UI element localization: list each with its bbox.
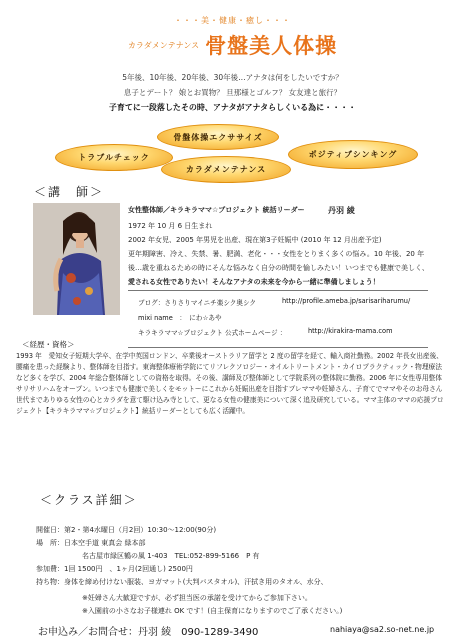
pill-pelvic-exercise: 骨盤体操エクササイズ	[157, 124, 279, 150]
class-heading: ＜クラス詳細＞	[40, 493, 138, 507]
instructor-desc-3: 愛される女性でありたい！そんなアナタの未来を今から一緒に準備しましょう！	[128, 278, 380, 286]
instructor-desc-2: 後…歳を重ねるための時にそんな悩みなく自分の時間を愉しみたい！いつまでも健康で美しく、	[128, 264, 429, 272]
history-heading: ＜経歴・資格＞	[22, 340, 75, 349]
blog-label: ブログ：さりさりマイニチ楽シク奥シク	[138, 299, 257, 307]
class-place-1: 場 所：日本空手道 東真会 緑本部	[36, 539, 146, 547]
class-date: 開催日：第2・第4水曜日（月2回）10:30～12:00(90分)	[36, 526, 217, 534]
history-text: 1993 年 愛知女子短期大学卒、在学中英国ロンドン、卒業後オーストラリア留学と 2 度の留学を経て、輸入商社勤務。2002 年長女出産後、腰痛を患った経験より、整体師を目指す。東海整体療術学院にてリフレクソロジー・オイルトリートメント・カイロプラクティック・物理療法など多くを学び、2004 年総合整体師としての資格を取得。その後、講師及び整体師として学院系列の整体院に勤務。2006 年に女性専用整体サリサリハムをオープン。いつまでも健康で美しくをモットーにこれから妊娠出産を目指すプレママや妊婦さん、子育てでママやそのお母さん世代までありゆる女性の心とカラダを意て駆け込み寺として、更なる女性の健康美について深く追及研究している。ママ主体のママの応援プロジェクト【キラキラママ☆プロジェクト】統括リーダーとしても広く活躍中。	[16, 352, 444, 415]
tagline: ・・・美・健康・癒し・・・	[174, 16, 291, 25]
instructor-photo	[33, 203, 120, 315]
contact-line: お申込み／お問合せ：丹羽 綾 090-1289-3490	[38, 627, 259, 638]
instructor-name: 丹羽 綾	[328, 206, 355, 215]
mixi-name: mixi name ： にわ☆あや	[138, 314, 222, 322]
pill-trouble-check: トラブルチェック	[55, 144, 173, 171]
pill-body-maintenance: カラダメンテナンス	[161, 156, 291, 183]
instructor-children: 2002 年女児、2005 年男児を出産、現在第3子妊娠中 (2010 年 12 月出産予定)	[128, 236, 382, 244]
instructor-portrait-image	[33, 203, 120, 315]
class-items: 持ち物：身体を締め付けない服装、ヨガマット(大判バスタオル)、汗拭き用のタオル、水分、	[36, 578, 328, 586]
class-note-2: ※入園前の小さなお子様連れ OK です！(自主保育になりますのでご了承ください。)	[82, 607, 343, 615]
instructor-heading: ＜講 師＞	[34, 185, 105, 199]
official-site-link[interactable]: http://kirakira-mama.com	[308, 327, 393, 335]
instructor-role: 女性整体師／キラキラママ☆プロジェクト 統括リーダー	[128, 206, 305, 214]
class-fee: 参加費：1回 1500円 、1ヶ月(2回通し) 2500円	[36, 565, 193, 573]
page-title	[0, 30, 465, 60]
intro-line-3: 子育てに一段落したその時、アナタがアナタらしくいる為に・・・・	[108, 103, 357, 112]
contact-email[interactable]: nahiaya@sa2.so-net.ne.jp	[330, 625, 435, 634]
intro-line-2: 息子とデート？ 娘とお買物？ 旦那様とゴルフ？ 女友達と旅行？	[123, 88, 342, 97]
blog-link[interactable]: http://profile.ameba.jp/sarisariharumu/	[282, 297, 411, 305]
class-note-1: ※妊婦さん大歓迎ですが、必ず担当医の承諾を受けてからご参加下さい。	[82, 594, 312, 602]
instructor-birth: 1972 年 10 月 6 日生まれ	[128, 222, 213, 230]
intro-line-1: 5年後、10年後、20年後、30年後…アナタは何をしたいですか？	[122, 73, 343, 82]
title-main: 骨盤美人体操	[205, 34, 338, 58]
class-place-2: 名古屋市緑区鶴の風 1-403 TEL:052-899-5166 P 有	[82, 552, 260, 560]
title-subtitle: カラダメンテナンス	[127, 40, 200, 50]
official-site-label: キラキラママ☆プロジェクト 公式ホームページ ：	[138, 329, 287, 337]
instructor-desc-1: 更年期障害、冷え、失禁、暑、肥満、老化・・・女性をとりまく多くの悩み。10 年後、20 年	[128, 250, 425, 258]
pill-positive-thinking: ポジティブシンキング	[288, 140, 418, 169]
